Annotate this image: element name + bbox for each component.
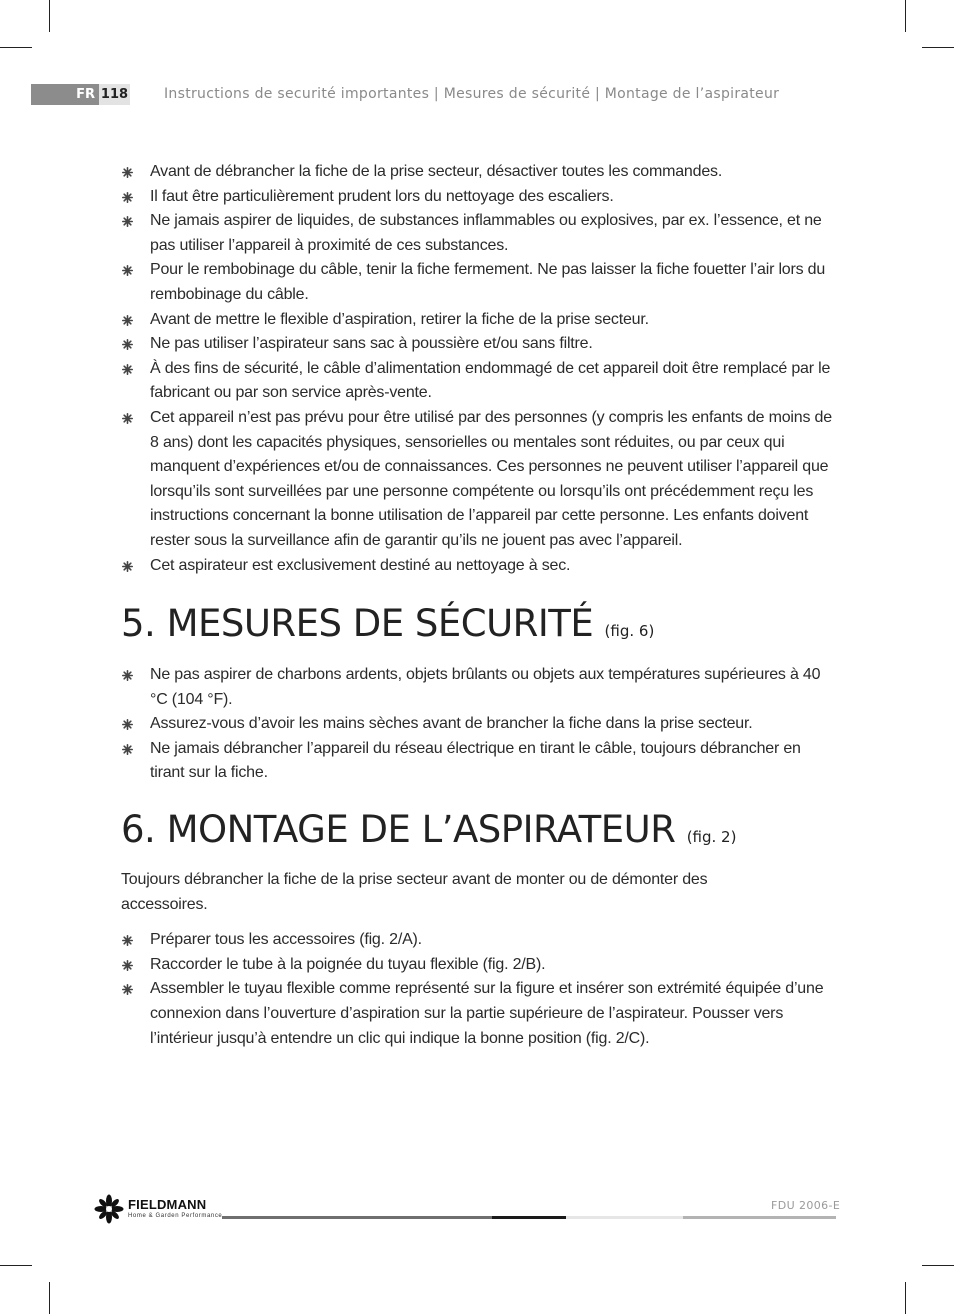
brand-logo <box>94 1194 222 1224</box>
list-item <box>121 953 836 978</box>
list-item <box>121 928 836 953</box>
list-item-text: Ne jamais aspirer de liquides, de substances inflammables ou explosives, par ex. l’essence, et ne pas utiliser l’appareil à proximité de ces substances. <box>150 212 822 254</box>
brand-name: FIELDMANN <box>128 1197 207 1212</box>
list-item <box>121 357 836 406</box>
list-item-text: Ne pas aspirer de charbons ardents, objets brûlants ou objets aux températures supérieures à 40 °C (104 °F). <box>150 666 821 708</box>
list-item <box>121 160 836 185</box>
breadcrumb: Instructions de securité importantes | Mesures de sécurité | Montage de l’aspirateur <box>164 86 780 102</box>
safety-list <box>121 160 836 578</box>
snowflake-bullet-icon <box>122 719 133 730</box>
list-item <box>121 406 836 554</box>
page-tag <box>31 84 130 105</box>
snowflake-bullet-icon <box>122 744 133 755</box>
snowflake-bullet-icon <box>122 339 133 350</box>
list-item <box>121 737 836 786</box>
snowflake-bullet-icon <box>122 315 133 326</box>
crop-mark <box>922 1265 954 1266</box>
logo-text <box>128 1198 222 1220</box>
snowflake-bullet-icon <box>122 265 133 276</box>
list-item-text: Raccorder le tube à la poignée du tuyau flexible (fig. 2/B). <box>150 955 546 973</box>
snowflake-bullet-icon <box>122 167 133 178</box>
page-number: 118 <box>99 84 130 105</box>
crop-mark <box>905 1282 906 1314</box>
list-item-text: Pour le rembobinage du câble, tenir la fiche fermement. Ne pas laisser la fiche fouetter l’air lors du rembobinage du câble. <box>150 261 826 303</box>
snowflake-bullet-icon <box>122 960 133 971</box>
list-item-text: Il faut être particulièrement prudent lors du nettoyage des escaliers. <box>150 187 614 205</box>
list-item <box>121 663 836 712</box>
list-item <box>121 209 836 258</box>
list-item-text: Ne jamais débrancher l’appareil du réseau électrique en tirant le câble, toujours débrancher en tirant sur la fiche. <box>150 739 801 782</box>
section-title-6 <box>121 808 836 859</box>
crop-mark <box>0 1265 32 1266</box>
list-item <box>121 332 836 357</box>
figure-reference: (fig. 2) <box>686 828 737 847</box>
section-title-text: 6. MONTAGE DE L’ASPIRATEUR <box>121 808 676 852</box>
footer-divider <box>222 1216 492 1219</box>
list-item-text: Ne pas utiliser l’aspirateur sans sac à poussière et/ou sans filtre. <box>150 335 593 353</box>
list-item-text: Préparer tous les accessoires (fig. 2/A). <box>150 931 422 949</box>
list-item <box>121 258 836 307</box>
crop-mark <box>0 47 32 48</box>
snowflake-bullet-icon <box>122 413 133 424</box>
snowflake-bullet-icon <box>122 561 133 572</box>
list-item-text: Assembler le tuyau flexible comme représenté sur la figure et insérer son extrémité équipée d’une connexion dans l’ouverture d’aspiration sur la partie supérieure de l’aspirateur. Pousser vers l’intérieur jusqu’à entendre un clic qui indique la bonne position (fig. 2/C). <box>150 980 824 1047</box>
section6-intro: Toujours débrancher la fiche de la prise secteur avant de monter ou de démonter des accessoires. <box>121 871 708 913</box>
list-item-text: Assurez-vous d’avoir les mains sèches avant de brancher la fiche dans la prise secteur. <box>150 715 753 733</box>
list-item-text: Avant de débrancher la fiche de la prise secteur, désactiver toutes les commandes. <box>150 163 723 180</box>
snowflake-bullet-icon <box>122 364 133 375</box>
fieldmann-leaf-icon <box>94 1194 124 1224</box>
list-item <box>121 308 836 333</box>
footer-divider <box>566 1216 683 1219</box>
section-title-text: 5. MESURES DE SÉCURITÉ <box>121 602 594 646</box>
list-item <box>121 185 836 210</box>
page-content <box>121 160 836 1051</box>
crop-mark <box>905 0 906 32</box>
snowflake-bullet-icon <box>122 192 133 203</box>
snowflake-bullet-icon <box>122 935 133 946</box>
brand-tagline: Home & Garden Performance <box>128 1213 223 1219</box>
section-title-5 <box>121 602 836 653</box>
list-item-text: À des fins de sécurité, le câble d’alimentation endommagé de cet appareil doit être remplacé par le fabricant ou par son service après-vente. <box>150 359 831 402</box>
footer-divider <box>683 1216 836 1219</box>
section5-list <box>121 663 836 786</box>
figure-reference: (fig. 6) <box>604 622 655 641</box>
footer-divider <box>492 1216 566 1219</box>
crop-mark <box>49 0 50 32</box>
list-item <box>121 977 836 1051</box>
language-code: FR <box>31 84 99 105</box>
crop-mark <box>49 1282 50 1314</box>
list-item-text: Cet aspirateur est exclusivement destiné au nettoyage à sec. <box>150 556 571 574</box>
list-item <box>121 712 836 737</box>
model-number: FDU 2006-E <box>771 1199 841 1212</box>
snowflake-bullet-icon <box>122 216 133 227</box>
snowflake-bullet-icon <box>122 670 133 681</box>
list-item-text: Cet appareil n’est pas prévu pour être utilisé par des personnes (y compris les enfants de moins de 8 ans) dont les capacités physiques, sensorielles ou mentales sont réduites, ou par ceux qui manquent d’expériences et/ou de connaissances. Ces personnes ne peuvent utiliser l’appareil que lorsqu’ils sont surveillées par une personne compétente ou lorsqu’ils ont précédemment reçu les instructions concernant la bonne utilisation de l’appareil par cette personne. Les enfants doivent rester sous la surveillance afin de garantir qu’ils ne jouent pas avec l’appareil. <box>150 408 832 549</box>
section6-list <box>121 928 836 1051</box>
crop-mark <box>922 47 954 48</box>
list-item <box>121 554 836 579</box>
list-item-text: Avant de mettre le flexible d’aspiration, retirer la fiche de la prise secteur. <box>150 310 649 328</box>
snowflake-bullet-icon <box>122 984 133 995</box>
